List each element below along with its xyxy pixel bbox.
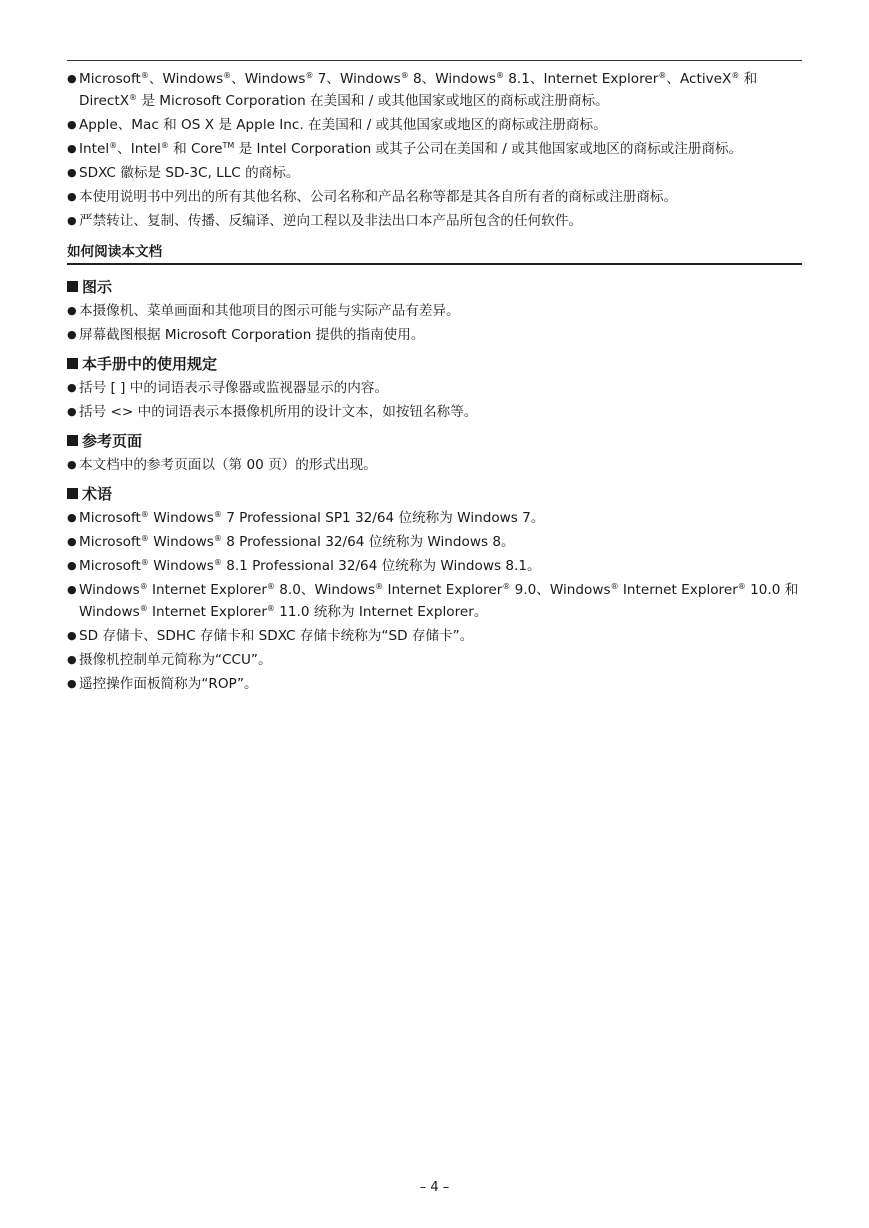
bullet-list — [67, 377, 807, 423]
section-terminology — [67, 483, 807, 695]
top-divider — [67, 60, 802, 61]
how-to-read-content — [67, 276, 807, 702]
list-item — [67, 401, 807, 423]
section-reference-pages — [67, 430, 807, 476]
trademark-sdxc — [67, 162, 807, 184]
list-item — [67, 625, 807, 647]
trademark-list — [67, 68, 807, 232]
black-square-icon — [67, 488, 78, 499]
bullet-dot-icon: ● — [67, 304, 77, 317]
bullet-dot-icon: ● — [67, 583, 77, 596]
list-item — [67, 649, 807, 671]
list-item-text: Apple、Mac 和 OS X 是 Apple Inc. 在美国和 / 或其他国家或地区的商标或注册商标。 — [79, 117, 607, 133]
list-item — [67, 673, 807, 695]
trademark-intel — [67, 138, 807, 160]
trademark-microsoft — [67, 68, 807, 112]
bullet-dot-icon: ● — [67, 328, 77, 341]
list-item — [67, 507, 807, 529]
bullet-dot-icon: ● — [67, 214, 77, 227]
subheading-text: 参考页面 — [82, 432, 143, 450]
bullet-dot-icon: ● — [67, 629, 77, 642]
list-item — [67, 377, 807, 399]
bullet-dot-icon: ● — [67, 559, 77, 572]
list-item-text: 本摄像机、菜单画面和其他项目的图示可能与实际产品有差异。 — [79, 303, 460, 319]
bullet-list — [67, 507, 807, 695]
list-item — [67, 555, 807, 577]
section-conventions — [67, 353, 807, 423]
list-item-text: 本使用说明书中列出的所有其他名称、公司名称和产品名称等都是其各自所有者的商标或注册商标。 — [79, 189, 678, 205]
bullet-dot-icon: ● — [67, 405, 77, 418]
subheading-terminology — [67, 483, 807, 505]
subheading-reference-pages — [67, 430, 807, 452]
list-item — [67, 454, 807, 476]
bullet-dot-icon: ● — [67, 535, 77, 548]
bullet-dot-icon: ● — [67, 381, 77, 394]
bullet-dot-icon: ● — [67, 190, 77, 203]
list-item-text: Windows® Internet Explorer® 8.0、Windows® Internet Explorer® 9.0、Windows® Internet Explorer® 10.0 和 Windows® Internet Explorer® 11.0 统称为 Internet Explorer。 — [79, 582, 799, 620]
list-item-text: 严禁转让、复制、传播、反编译、逆向工程以及非法出口本产品所包含的任何软件。 — [79, 213, 582, 229]
list-item-text: SDXC 徽标是 SD-3C, LLC 的商标。 — [79, 165, 300, 181]
trademark-prohibit — [67, 210, 807, 232]
section-illustrations — [67, 276, 807, 346]
subheading-text: 图示 — [82, 278, 113, 296]
list-item — [67, 324, 807, 346]
black-square-icon — [67, 281, 78, 292]
subheading-illustrations — [67, 276, 807, 298]
bullet-dot-icon: ● — [67, 118, 77, 131]
black-square-icon — [67, 435, 78, 446]
bullet-dot-icon: ● — [67, 142, 77, 155]
list-item-text: SD 存储卡、SDHC 存储卡和 SDXC 存储卡统称为“SD 存储卡”。 — [79, 628, 474, 644]
black-square-icon — [67, 358, 78, 369]
list-item-text: Microsoft® Windows® 7 Professional SP1 32/64 位统称为 Windows 7。 — [79, 510, 545, 526]
list-item — [67, 579, 807, 623]
list-item-text: 摄像机控制单元简称为“CCU”。 — [79, 652, 272, 668]
list-item-text: Microsoft®、Windows®、Windows® 7、Windows® 8、Windows® 8.1、Internet Explorer®、ActiveX® 和 DirectX® 是 Microsoft Corporation 在美国和 / 或其他国家或地区的商标或注册商标。 — [79, 71, 758, 109]
subheading-text: 术语 — [82, 485, 113, 503]
trademark-apple — [67, 114, 807, 136]
list-item-text: Microsoft® Windows® 8.1 Professional 32/64 位统称为 Windows 8.1。 — [79, 558, 541, 574]
bullet-dot-icon: ● — [67, 166, 77, 179]
list-item — [67, 531, 807, 553]
list-item-text: 括号 <> 中的词语表示本摄像机所用的设计文本，如按钮名称等。 — [79, 404, 478, 420]
section-title: 如何阅读本文档 — [67, 242, 802, 265]
trademark-others — [67, 186, 807, 208]
subheading-conventions — [67, 353, 807, 375]
bullet-dot-icon: ● — [67, 72, 77, 85]
list-item — [67, 300, 807, 322]
bullet-dot-icon: ● — [67, 653, 77, 666]
page-number: – 4 – — [419, 1180, 450, 1195]
subheading-text: 本手册中的使用规定 — [82, 355, 218, 373]
list-item-text: 括号 [ ] 中的词语表示寻像器或监视器显示的内容。 — [79, 380, 389, 396]
trademark-notices — [67, 68, 807, 234]
list-item-text: 本文档中的参考页面以（第 00 页）的形式出现。 — [79, 457, 377, 473]
list-item-text: 遥控操作面板简称为“ROP”。 — [79, 676, 258, 692]
bullet-dot-icon: ● — [67, 458, 77, 471]
list-item-text: 屏幕截图根据 Microsoft Corporation 提供的指南使用。 — [79, 327, 425, 343]
bullet-list — [67, 454, 807, 476]
bullet-list — [67, 300, 807, 346]
bullet-dot-icon: ● — [67, 511, 77, 524]
list-item-text: Intel®、Intel® 和 Core™ 是 Intel Corporation 或其子公司在美国和 / 或其他国家或地区的商标或注册商标。 — [79, 141, 743, 157]
bullet-dot-icon: ● — [67, 677, 77, 690]
list-item-text: Microsoft® Windows® 8 Professional 32/64 位统称为 Windows 8。 — [79, 534, 515, 550]
